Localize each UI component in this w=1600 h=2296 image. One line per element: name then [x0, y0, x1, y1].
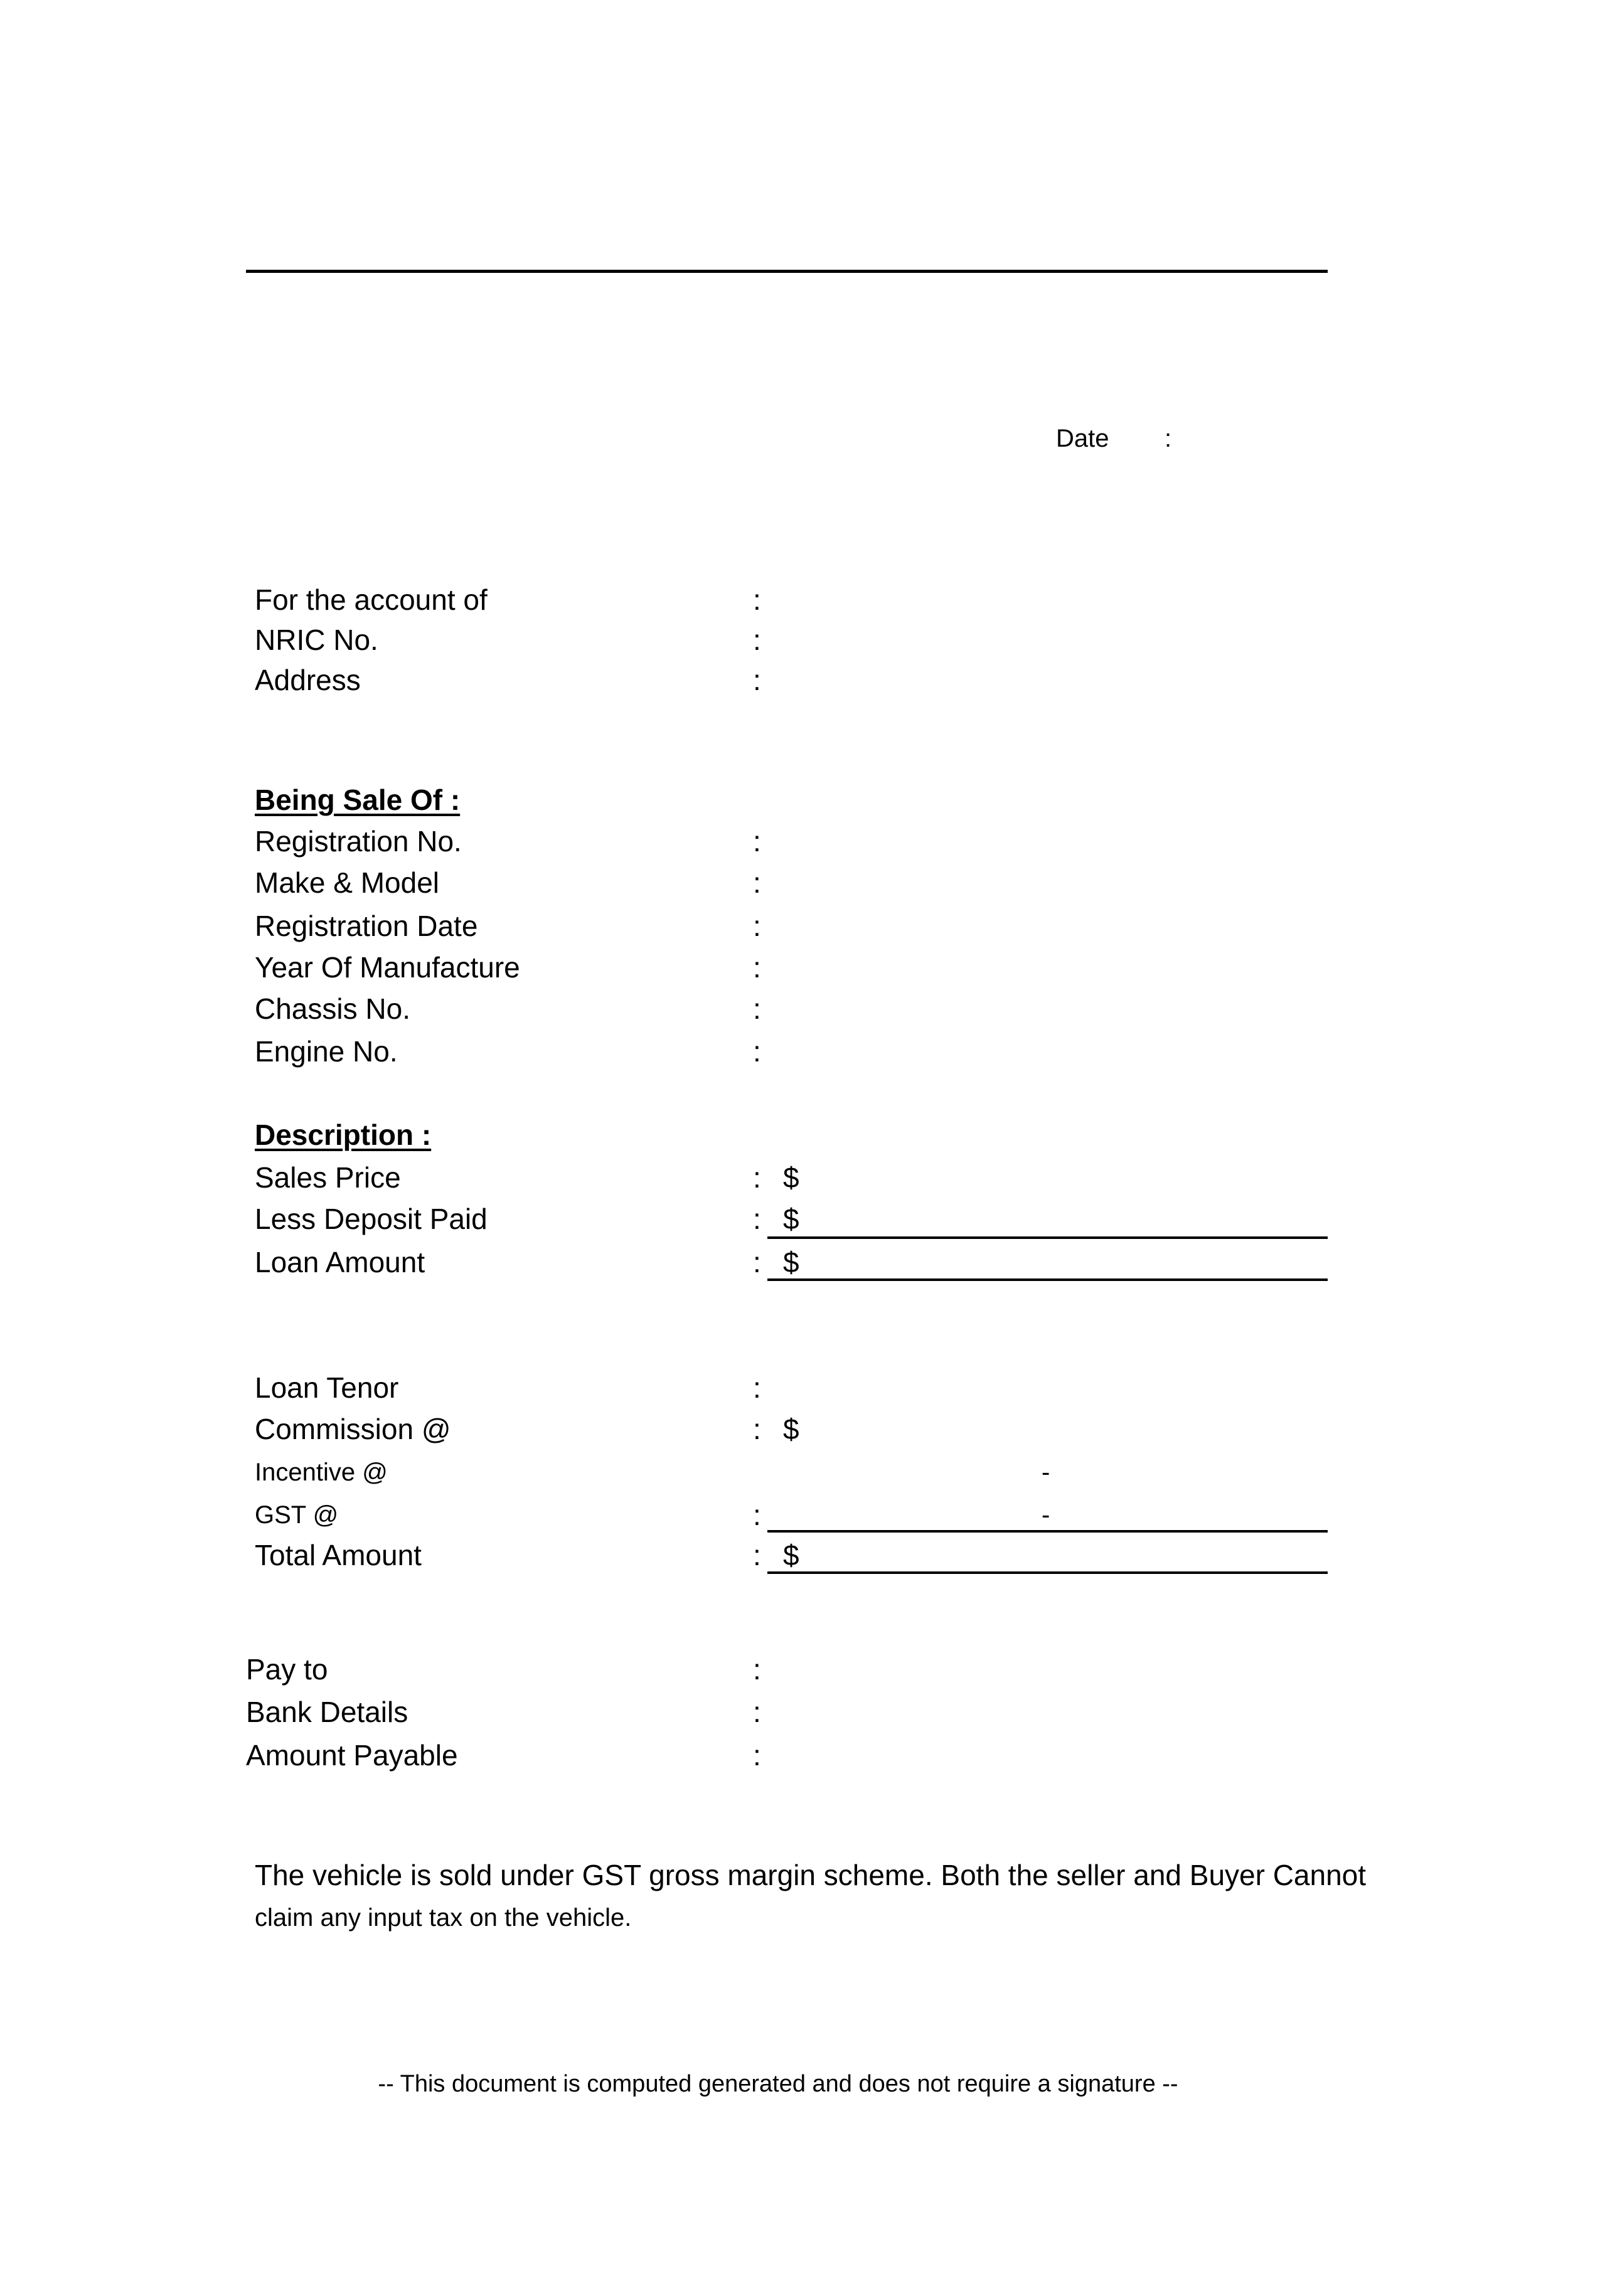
less-deposit-underline [767, 1236, 1328, 1239]
commission-label: Commission @ [255, 1413, 451, 1445]
date-separator: : [1165, 425, 1172, 452]
engine-no-label: Engine No. [255, 1035, 398, 1068]
gst-note-line-2: claim any input tax on the vehicle. [255, 1904, 632, 1932]
sales-price-currency: $ [783, 1161, 799, 1194]
address-label: Address [255, 664, 361, 696]
registration-no-separator: : [753, 825, 761, 858]
less-deposit-label: Less Deposit Paid [255, 1203, 488, 1235]
account-of-separator: : [753, 583, 761, 616]
nric-separator: : [753, 624, 761, 656]
less-deposit-currency: $ [783, 1203, 799, 1235]
total-amount-label: Total Amount [255, 1539, 422, 1571]
commission-currency: $ [783, 1413, 799, 1445]
loan-tenor-separator: : [753, 1371, 761, 1404]
gst-value: - [1042, 1501, 1050, 1529]
registration-no-label: Registration No. [255, 825, 462, 858]
incentive-value: - [1042, 1459, 1050, 1486]
header-divider [246, 270, 1328, 273]
commission-separator: : [753, 1413, 761, 1445]
incentive-label: Incentive @ [255, 1459, 388, 1486]
year-of-manufacture-label: Year Of Manufacture [255, 951, 520, 984]
total-amount-underline [767, 1571, 1328, 1574]
account-of-label: For the account of [255, 583, 488, 616]
gst-note-line-1: The vehicle is sold under GST gross margin scheme. Both the seller and Buyer Cannot [255, 1859, 1367, 1891]
amount-payable-separator: : [753, 1739, 761, 1772]
pay-to-label: Pay to [246, 1653, 328, 1686]
gst-label: GST @ [255, 1501, 339, 1529]
total-amount-separator: : [753, 1539, 761, 1571]
address-separator: : [753, 664, 761, 696]
gst-separator: : [753, 1499, 761, 1531]
registration-date-separator: : [753, 910, 761, 942]
sales-price-label: Sales Price [255, 1161, 401, 1194]
footer-disclaimer: -- This document is computed generated and does not require a signature -- [378, 2071, 1178, 2097]
nric-label: NRIC No. [255, 624, 378, 656]
loan-tenor-label: Loan Tenor [255, 1371, 399, 1404]
bank-details-label: Bank Details [246, 1696, 408, 1728]
make-model-separator: : [753, 866, 761, 899]
amount-payable-label: Amount Payable [246, 1739, 458, 1772]
loan-amount-underline [767, 1278, 1328, 1281]
chassis-no-separator: : [753, 992, 761, 1025]
loan-amount-label: Loan Amount [255, 1246, 425, 1278]
gst-underline [767, 1530, 1328, 1533]
loan-amount-currency: $ [783, 1246, 799, 1278]
sales-price-separator: : [753, 1161, 761, 1194]
description-heading: Description : [255, 1119, 432, 1151]
bank-details-separator: : [753, 1696, 761, 1728]
pay-to-separator: : [753, 1653, 761, 1686]
registration-date-label: Registration Date [255, 910, 478, 942]
date-label: Date [1056, 425, 1109, 452]
year-of-manufacture-separator: : [753, 951, 761, 984]
total-amount-currency: $ [783, 1539, 799, 1571]
engine-no-separator: : [753, 1035, 761, 1068]
less-deposit-separator: : [753, 1203, 761, 1235]
loan-amount-separator: : [753, 1246, 761, 1278]
chassis-no-label: Chassis No. [255, 992, 410, 1025]
being-sale-of-heading: Being Sale Of : [255, 784, 461, 816]
make-model-label: Make & Model [255, 866, 440, 899]
